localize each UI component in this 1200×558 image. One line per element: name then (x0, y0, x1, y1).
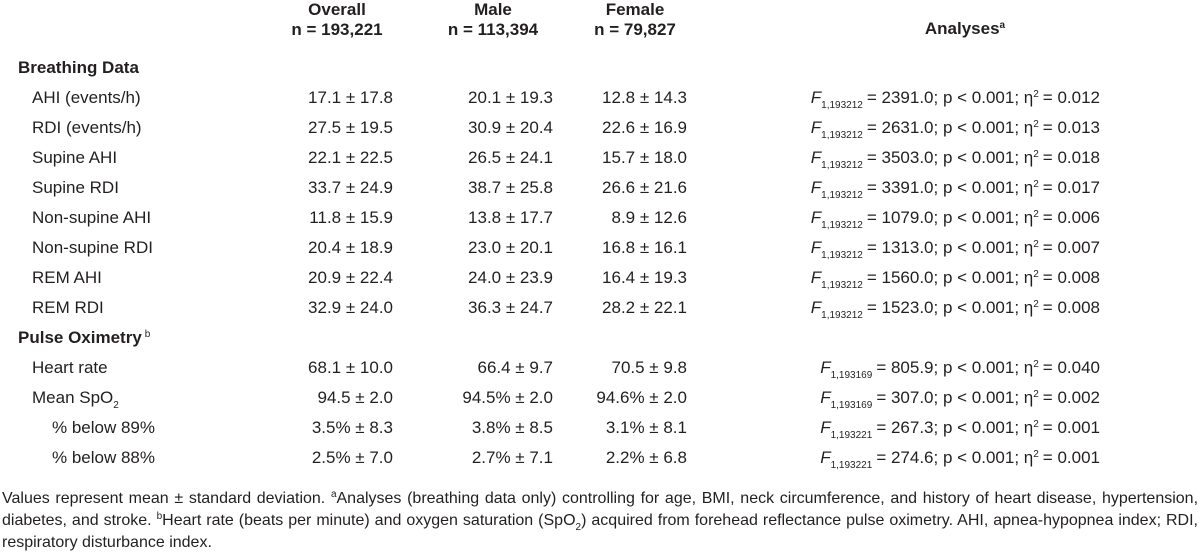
header-male-label: Male (474, 0, 512, 19)
cell-male: 3.8% ± 8.5 (471, 418, 553, 437)
row-label (32, 353, 108, 383)
row-label-text: % below 88% (52, 448, 156, 467)
cell-analysis (811, 173, 1100, 203)
row-label-text: REM RDI (32, 298, 104, 317)
cell-overall: 3.5% ± 8.3 (311, 418, 393, 437)
analysis-f-symbol: F (810, 148, 822, 167)
analysis-degrees-of-freedom: 1,193221 (830, 460, 873, 471)
cell-analysis (811, 233, 1100, 263)
row-label-text: AHI (events/h) (32, 88, 141, 107)
cell-female: 16.4 ± 19.3 (602, 268, 687, 287)
analysis-degrees-of-freedom: 1,193212 (821, 250, 863, 261)
table-row (0, 413, 1200, 443)
cell-male: 2.7% ± 7.1 (471, 448, 553, 467)
row-label (32, 233, 153, 263)
analysis-effect-size: = 0.001 (1042, 448, 1100, 467)
row-label (32, 293, 104, 323)
row-label (52, 413, 155, 443)
cell-overall: 68.1 ± 10.0 (308, 358, 393, 377)
analysis-statistic: = 3503.0; p < 0.001; η (866, 148, 1034, 167)
cell-female: 8.9 ± 12.6 (611, 208, 687, 227)
footnote-mark-a: a (330, 489, 337, 500)
table-row (0, 113, 1200, 143)
header-overall-label: Overall (308, 0, 366, 19)
analysis-degrees-of-freedom: 1,193212 (821, 280, 863, 291)
analysis-statistic: = 274.6; p < 0.001; η (876, 448, 1034, 467)
table-row (0, 353, 1200, 383)
section-title (18, 323, 150, 353)
analysis-f-symbol: F (810, 208, 822, 227)
analysis-degrees-of-freedom: 1,193221 (830, 430, 873, 441)
cell-overall: 17.1 ± 17.8 (308, 88, 393, 107)
analysis-effect-size: = 0.006 (1042, 208, 1100, 227)
cell-male: 94.5% ± 2.0 (462, 388, 553, 407)
cell-female: 15.7 ± 18.0 (602, 148, 687, 167)
analysis-effect-size: = 0.002 (1042, 388, 1100, 407)
cell-male: 36.3 ± 24.7 (468, 298, 553, 317)
analysis-degrees-of-freedom: 1,193212 (821, 190, 863, 201)
row-label (32, 143, 117, 173)
row-label-subscript: 2 (113, 400, 119, 411)
analysis-effect-size: = 0.008 (1042, 298, 1100, 317)
analysis-eta-exponent: 2 (1033, 419, 1039, 430)
section-title-text: Breathing Data (18, 58, 139, 77)
analysis-effect-size: = 0.013 (1042, 118, 1100, 137)
cell-analysis (811, 203, 1100, 233)
analysis-eta-exponent: 2 (1033, 89, 1039, 100)
cell-male: 30.9 ± 20.4 (468, 118, 553, 137)
analysis-f-symbol: F (810, 178, 822, 197)
cell-female: 2.2% ± 6.8 (605, 448, 687, 467)
table-row (0, 383, 1200, 413)
cell-overall: 20.4 ± 18.9 (308, 238, 393, 257)
analysis-degrees-of-freedom: 1,193212 (821, 220, 863, 231)
table-row (0, 233, 1200, 263)
cell-male: 26.5 ± 24.1 (468, 148, 553, 167)
analysis-statistic: = 2631.0; p < 0.001; η (866, 118, 1034, 137)
row-label-text: Supine RDI (32, 178, 119, 197)
footnote-mark-b: b (156, 511, 163, 522)
cell-analysis (811, 83, 1100, 113)
analysis-degrees-of-freedom: 1,193169 (830, 400, 873, 411)
cell-overall: 22.1 ± 22.5 (308, 148, 393, 167)
table-row (0, 83, 1200, 113)
header-female (560, 0, 710, 40)
cell-female: 70.5 ± 9.8 (611, 358, 687, 377)
analysis-eta-exponent: 2 (1033, 119, 1039, 130)
analysis-eta-exponent: 2 (1033, 239, 1039, 250)
footnote-subscript: 2 (575, 522, 582, 533)
analysis-effect-size: = 0.008 (1042, 268, 1100, 287)
analysis-f-symbol: F (810, 298, 822, 317)
analysis-eta-exponent: 2 (1033, 269, 1039, 280)
cell-male: 23.0 ± 20.1 (468, 238, 553, 257)
analysis-effect-size: = 0.018 (1042, 148, 1100, 167)
table-row (0, 173, 1200, 203)
cell-female: 22.6 ± 16.9 (602, 118, 687, 137)
footnote-text-1: Values represent mean ± standard deviation. (2, 490, 331, 507)
row-label (32, 203, 151, 233)
row-label-text: Supine AHI (32, 148, 118, 167)
analysis-effect-size: = 0.040 (1042, 358, 1100, 377)
row-label-text: Mean SpO (32, 388, 114, 407)
section-title-text: Pulse Oximetry (18, 328, 142, 347)
table-row (0, 143, 1200, 173)
analysis-f-symbol: F (810, 238, 822, 257)
cell-overall: 11.8 ± 15.9 (309, 208, 393, 227)
header-analyses (870, 19, 1060, 39)
cell-female: 28.2 ± 22.1 (602, 298, 687, 317)
row-label-text: % below 89% (52, 418, 156, 437)
header-overall-n: n = 193,221 (291, 20, 383, 39)
analysis-degrees-of-freedom: 1,193169 (830, 370, 873, 381)
header-overall (262, 0, 412, 40)
row-label (32, 383, 119, 413)
section-footnote-mark: b (144, 329, 151, 340)
analysis-f-symbol: F (810, 268, 822, 287)
analysis-eta-exponent: 2 (1033, 149, 1039, 160)
analysis-eta-exponent: 2 (1033, 449, 1039, 460)
analysis-f-symbol: F (810, 88, 822, 107)
cell-overall: 33.7 ± 24.9 (308, 178, 393, 197)
cell-analysis (820, 443, 1100, 473)
cell-analysis (811, 293, 1100, 323)
cell-female: 3.1% ± 8.1 (605, 418, 687, 437)
table-footnote (2, 488, 1198, 554)
section-header (0, 323, 1200, 353)
header-female-label: Female (605, 0, 665, 19)
cell-male: 20.1 ± 19.3 (468, 88, 553, 107)
cell-analysis (820, 413, 1100, 443)
cell-male: 38.7 ± 25.8 (468, 178, 553, 197)
row-label (32, 83, 141, 113)
cell-female: 12.8 ± 14.3 (602, 88, 687, 107)
table-row (0, 203, 1200, 233)
analysis-f-symbol: F (820, 448, 831, 467)
table-row (0, 293, 1200, 323)
analysis-statistic: = 1079.0; p < 0.001; η (866, 208, 1034, 227)
row-label (32, 173, 119, 203)
table-row (0, 263, 1200, 293)
row-label (32, 113, 142, 143)
analysis-effect-size: = 0.012 (1042, 88, 1100, 107)
cell-overall: 2.5% ± 7.0 (311, 448, 393, 467)
cell-analysis (820, 353, 1100, 383)
row-label-text: Non-supine AHI (32, 208, 152, 227)
row-label (52, 443, 155, 473)
analysis-statistic: = 805.9; p < 0.001; η (876, 358, 1034, 377)
analysis-statistic: = 2391.0; p < 0.001; η (866, 88, 1034, 107)
cell-female: 26.6 ± 21.6 (602, 178, 687, 197)
footnote-text-3: Heart rate (beats per minute) and oxygen saturation (SpO (162, 512, 576, 529)
analysis-f-symbol: F (810, 118, 822, 137)
analysis-effect-size: = 0.017 (1042, 178, 1100, 197)
analysis-degrees-of-freedom: 1,193212 (821, 310, 863, 321)
header-male (418, 0, 568, 40)
analysis-eta-exponent: 2 (1033, 389, 1039, 400)
analysis-statistic: = 1560.0; p < 0.001; η (866, 268, 1034, 287)
analysis-eta-exponent: 2 (1033, 299, 1039, 310)
analysis-effect-size: = 0.007 (1042, 238, 1100, 257)
row-label (32, 263, 102, 293)
analysis-degrees-of-freedom: 1,193212 (821, 130, 863, 141)
cell-analysis (811, 263, 1100, 293)
footnote-text-4: ) acquired from forehead reflectance pulse oximetry. AHI, apnea-hypopnea index; RDI, respiratory disturbance index. (2, 512, 1199, 551)
cell-female: 94.6% ± 2.0 (596, 388, 687, 407)
row-label-text: Non-supine RDI (32, 238, 153, 257)
analysis-f-symbol: F (820, 418, 831, 437)
cell-analysis (820, 383, 1100, 413)
analysis-statistic: = 3391.0; p < 0.001; η (866, 178, 1034, 197)
analysis-eta-exponent: 2 (1033, 359, 1039, 370)
analysis-statistic: = 307.0; p < 0.001; η (876, 388, 1034, 407)
section-header (0, 53, 1200, 83)
cell-male: 66.4 ± 9.7 (477, 358, 553, 377)
footnote-text-2: Analyses (breathing data only) controlling for age, BMI, neck circumference, and history of heart disease, hypertension, diabetes, and stroke. (2, 490, 1199, 529)
header-analyses-footnote-mark: a (999, 20, 1006, 31)
analysis-eta-exponent: 2 (1033, 179, 1039, 190)
cell-male: 13.8 ± 17.7 (468, 208, 553, 227)
analysis-effect-size: = 0.001 (1042, 418, 1100, 437)
header-male-n: n = 113,394 (447, 20, 539, 39)
row-label-text: REM AHI (32, 268, 102, 287)
analysis-f-symbol: F (820, 388, 831, 407)
section-title (18, 53, 139, 83)
analysis-degrees-of-freedom: 1,193212 (821, 160, 863, 171)
analysis-degrees-of-freedom: 1,193212 (821, 100, 863, 111)
analysis-statistic: = 267.3; p < 0.001; η (876, 418, 1034, 437)
analysis-f-symbol: F (820, 358, 831, 377)
cell-female: 16.8 ± 16.1 (602, 238, 687, 257)
cell-overall: 27.5 ± 19.5 (308, 118, 393, 137)
cell-overall: 32.9 ± 24.0 (308, 298, 393, 317)
analysis-statistic: = 1523.0; p < 0.001; η (866, 298, 1034, 317)
cell-male: 24.0 ± 23.9 (468, 268, 553, 287)
header-female-n: n = 79,827 (594, 20, 676, 39)
analysis-statistic: = 1313.0; p < 0.001; η (866, 238, 1034, 257)
cell-overall: 20.9 ± 22.4 (308, 268, 393, 287)
cell-analysis (811, 113, 1100, 143)
cell-analysis (811, 143, 1100, 173)
row-label-text: Heart rate (32, 358, 108, 377)
table-row (0, 443, 1200, 473)
row-label-text: RDI (events/h) (32, 118, 142, 137)
analysis-eta-exponent: 2 (1033, 209, 1039, 220)
cell-overall: 94.5 ± 2.0 (317, 388, 393, 407)
header-analyses-label: Analyses (924, 19, 1000, 38)
